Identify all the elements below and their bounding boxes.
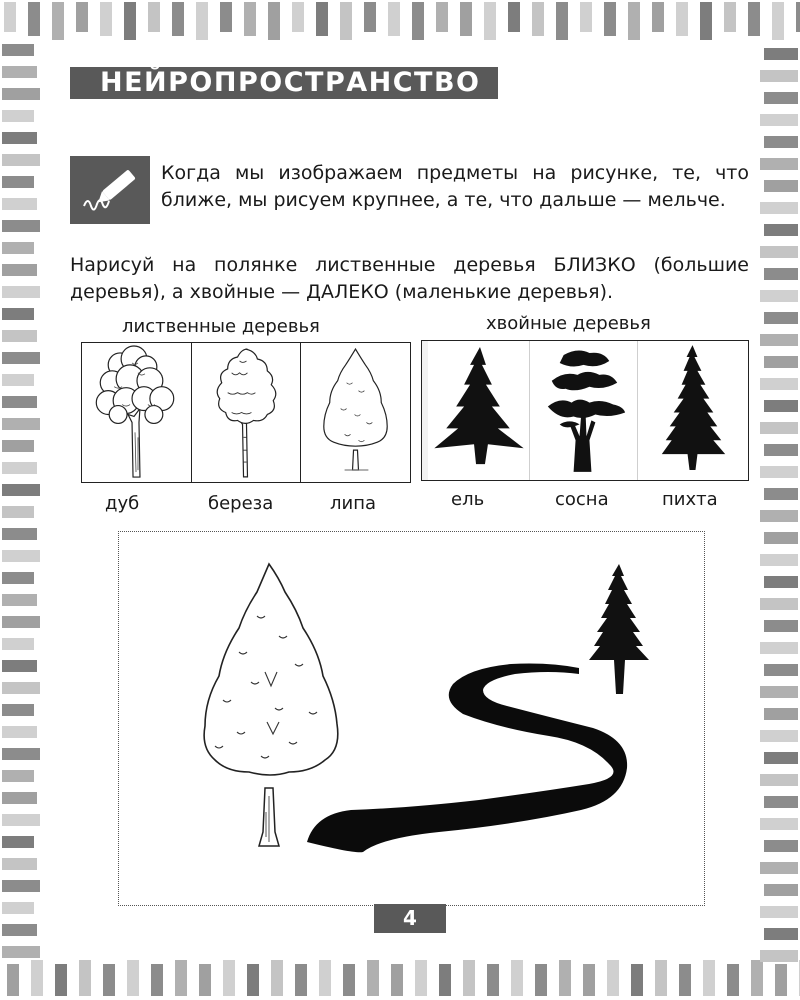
border-stripe (700, 2, 712, 40)
border-stripe (764, 576, 798, 588)
border-stripe (760, 642, 798, 654)
border-stripe (760, 862, 798, 874)
border-stripe (2, 242, 34, 254)
border-stripe (760, 466, 798, 478)
border-stripe (103, 964, 115, 996)
border-stripe (607, 960, 619, 996)
border-stripe (559, 960, 571, 996)
border-stripe (2, 858, 37, 870)
border-stripe (760, 686, 798, 698)
border-stripe (764, 752, 798, 764)
border-stripe (583, 964, 595, 996)
border-stripe (764, 708, 798, 720)
border-stripe (760, 158, 798, 170)
border-stripe (244, 2, 256, 36)
border-stripe (764, 488, 798, 500)
border-stripe (764, 312, 798, 324)
border-stripe (367, 960, 379, 996)
birch-tree-icon (191, 343, 300, 482)
border-stripe (764, 400, 798, 412)
border-stripe (751, 960, 763, 996)
border-stripe (4, 2, 16, 32)
border-stripe (55, 964, 67, 996)
border-stripe (760, 554, 798, 566)
border-stripe (764, 92, 798, 104)
border-stripe (2, 924, 37, 936)
border-stripe (487, 964, 499, 996)
border-stripe (655, 960, 667, 996)
birch-label: береза (208, 493, 274, 514)
border-stripe (415, 960, 427, 996)
border-stripe (148, 2, 160, 32)
border-stripe (760, 422, 798, 434)
border-stripe (772, 2, 784, 40)
border-stripe (247, 964, 259, 996)
fir-tree-icon (589, 564, 649, 694)
border-stripe (764, 48, 798, 60)
coniferous-trees-panel (421, 340, 749, 481)
border-stripe (223, 960, 235, 996)
linden-tree-icon (204, 564, 338, 846)
border-stripe (2, 528, 37, 540)
border-stripe (652, 2, 664, 32)
border-stripe (199, 964, 211, 996)
border-stripe (364, 2, 376, 32)
border-stripe (532, 2, 544, 36)
border-stripe (2, 308, 34, 320)
border-stripe (2, 594, 37, 606)
border-stripe (2, 374, 34, 386)
border-stripe (760, 202, 798, 214)
border-stripe (2, 748, 40, 760)
border-stripe (436, 2, 448, 32)
border-stripe (2, 946, 40, 958)
border-stripe (760, 598, 798, 610)
border-stripe (127, 960, 139, 996)
border-stripe (760, 70, 798, 82)
border-stripe (508, 2, 520, 32)
border-stripe (760, 950, 798, 962)
border-stripe (748, 2, 760, 36)
border-stripe (196, 2, 208, 40)
border-stripe (796, 2, 800, 32)
border-stripe (580, 2, 592, 32)
instruction-text: Когда мы изображаем предметы на рисунке, те, что ближе, мы рисуем крупнее, а те, что дальше — мельче. (161, 162, 749, 211)
border-stripe (2, 132, 37, 144)
border-stripe (2, 726, 37, 738)
border-stripe (628, 2, 640, 40)
border-stripe (2, 616, 40, 628)
border-stripe (2, 770, 34, 782)
border-stripe (2, 330, 37, 342)
deciduous-caption: лиственные деревья (122, 316, 320, 337)
border-stripe (760, 334, 798, 346)
border-stripe (2, 44, 34, 56)
border-stripe (760, 730, 798, 742)
border-stripe (764, 620, 798, 632)
border-stripe (220, 2, 232, 32)
border-stripe (2, 550, 40, 562)
border-stripe (2, 704, 34, 716)
border-stripe (760, 906, 798, 918)
border-stripe (2, 484, 40, 496)
border-stripe (124, 2, 136, 40)
winding-path-icon (307, 664, 627, 853)
oak-label: дуб (105, 493, 140, 514)
border-stripe (764, 180, 798, 192)
border-stripe (151, 964, 163, 996)
border-stripe (340, 2, 352, 40)
fir-label: пихта (662, 489, 718, 510)
spruce-tree-icon (428, 341, 529, 480)
border-stripe (535, 964, 547, 996)
border-stripe (343, 964, 355, 996)
border-stripe (2, 638, 34, 650)
border-stripe (172, 2, 184, 36)
border-stripe (316, 2, 328, 36)
page-number: 4 (374, 904, 446, 933)
border-stripe (175, 960, 187, 996)
border-stripe (2, 66, 37, 78)
border-stripe (412, 2, 424, 40)
border-stripe (2, 88, 40, 100)
border-stripe (2, 176, 34, 188)
border-stripe (2, 880, 40, 892)
fir-tree-icon (637, 341, 748, 480)
border-stripe (679, 964, 691, 996)
border-stripe (760, 818, 798, 830)
border-stripe (319, 960, 331, 996)
border-stripe (268, 2, 280, 40)
border-stripe (439, 964, 451, 996)
border-stripe (775, 964, 787, 996)
border-stripe (760, 290, 798, 302)
border-stripe (764, 884, 798, 896)
border-stripe (727, 964, 739, 996)
border-stripe (760, 774, 798, 786)
border-stripe (2, 660, 37, 672)
border-stripe (2, 198, 37, 210)
border-stripe (2, 352, 40, 364)
border-stripe (764, 840, 798, 852)
border-stripe (631, 964, 643, 996)
border-stripe (2, 154, 40, 166)
border-stripe (460, 2, 472, 36)
pencil-icon (70, 156, 150, 224)
border-stripe (2, 814, 40, 826)
border-stripe (388, 2, 400, 36)
border-stripe (2, 572, 34, 584)
border-stripe (391, 964, 403, 996)
border-stripe (2, 264, 37, 276)
border-stripe (764, 224, 798, 236)
border-stripe (28, 2, 40, 36)
border-stripe (52, 2, 64, 40)
border-stripe (31, 960, 43, 996)
linden-label: липа (330, 493, 377, 514)
spruce-label: ель (451, 489, 485, 510)
border-stripe (463, 960, 475, 996)
drawing-area[interactable] (118, 531, 705, 906)
border-stripe (2, 506, 34, 518)
border-stripe (2, 836, 34, 848)
pine-tree-icon (529, 341, 637, 480)
border-stripe (760, 114, 798, 126)
border-stripe (760, 246, 798, 258)
border-stripe (764, 664, 798, 676)
pine-label: сосна (555, 489, 609, 510)
oak-tree-icon (82, 343, 191, 482)
border-stripe (2, 462, 37, 474)
border-stripe (2, 792, 37, 804)
border-stripe (2, 682, 40, 694)
border-stripe (100, 2, 112, 36)
border-stripe (764, 356, 798, 368)
border-stripe (604, 2, 616, 36)
border-stripe (2, 396, 37, 408)
deciduous-trees-panel (81, 342, 411, 483)
border-stripe (295, 964, 307, 996)
border-stripe (724, 2, 736, 32)
linden-tree-icon (300, 343, 410, 482)
border-stripe (511, 960, 523, 996)
border-stripe (764, 136, 798, 148)
coniferous-caption: хвойные деревья (486, 313, 651, 334)
border-stripe (676, 2, 688, 36)
border-stripe (2, 902, 34, 914)
border-stripe (764, 444, 798, 456)
border-stripe (2, 110, 34, 122)
border-stripe (79, 960, 91, 996)
border-stripe (764, 928, 798, 940)
border-stripe (271, 960, 283, 996)
border-stripe (76, 2, 88, 32)
border-stripe (2, 220, 40, 232)
border-stripe (760, 378, 798, 390)
border-stripe (2, 440, 34, 452)
border-stripe (2, 286, 40, 298)
border-stripe (703, 960, 715, 996)
border-stripe (484, 2, 496, 40)
border-stripe (764, 532, 798, 544)
border-stripe (760, 510, 798, 522)
border-stripe (764, 268, 798, 280)
border-stripe (556, 2, 568, 40)
border-stripe (7, 964, 19, 996)
border-stripe (764, 796, 798, 808)
border-stripe (292, 2, 304, 32)
task-text: Нарисуй на полянке лиственные деревья БЛИЗКО (большие деревья), а хвойные — ДАЛЕКО (маленькие деревья). (70, 254, 749, 303)
border-stripe (2, 418, 40, 430)
page-title: НЕЙРОПРОСТРАНСТВО (100, 67, 481, 98)
